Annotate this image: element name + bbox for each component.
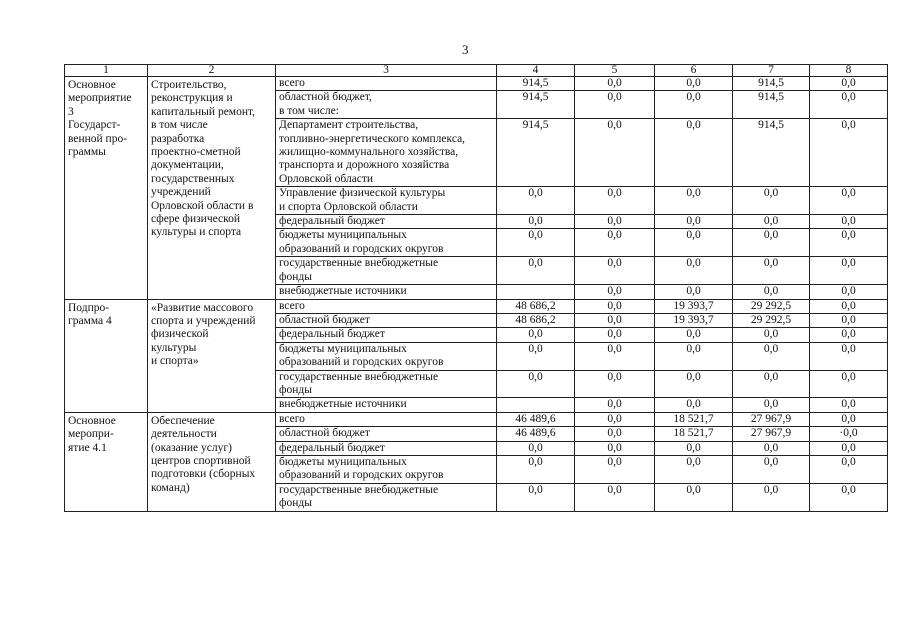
value-cell: 914,5 [733,77,810,91]
funding-source-cell: государственные внебюджетные фонды [276,483,497,511]
funding-source-cell: Департамент строительства, топливно-энергетического комплекса, жилищно-коммунального хозяйства, транспорта и дорожного хозяйства Орловской области [276,119,497,187]
value-cell: 46 489,6 [497,412,575,426]
value-cell: 48 686,2 [497,313,575,327]
value-cell: 0,0 [655,229,733,257]
value-cell: 0,0 [810,119,888,187]
funding-source-cell: государственные внебюджетные фонды [276,370,497,398]
value-cell: 0,0 [810,370,888,398]
funding-source-cell: всего [276,77,497,91]
value-cell: 0,0 [497,342,575,370]
funding-source-cell: Управление физической культуры и спорта Орловской области [276,187,497,215]
value-cell: 0,0 [575,342,655,370]
page-number: 3 [462,42,469,57]
value-cell: ·0,0 [810,427,888,441]
value-cell: 0,0 [733,285,810,299]
value-cell: 46 489,6 [497,427,575,441]
value-cell: 0,0 [497,229,575,257]
value-cell: 0,0 [733,229,810,257]
value-cell: 0,0 [575,299,655,313]
value-cell: 0,0 [733,483,810,511]
value-cell: 914,5 [497,91,575,119]
value-cell: 0,0 [733,215,810,229]
value-cell: 0,0 [575,412,655,426]
value-cell: 0,0 [810,91,888,119]
activity-description-cell: Строительство, реконструкция и капитальный ремонт, в том числе разработка проектно-сметной документации, государственных учреждений Орловской области в сфере физической культуры и спорта [148,77,276,300]
value-cell: 0,0 [575,91,655,119]
funding-source-cell: областной бюджет [276,427,497,441]
value-cell: 0,0 [655,187,733,215]
value-cell: 0,0 [655,342,733,370]
value-cell: 0,0 [575,215,655,229]
value-cell: 0,0 [733,370,810,398]
value-cell: 48 686,2 [497,299,575,313]
value-cell: 0,0 [655,328,733,342]
value-cell: 0,0 [733,398,810,412]
column-number: 6 [655,65,733,77]
value-cell: 914,5 [497,119,575,187]
value-cell: 0,0 [655,257,733,285]
value-cell: 0,0 [810,328,888,342]
value-cell: 27 967,9 [733,412,810,426]
column-number: 1 [65,65,148,77]
value-cell: 0,0 [575,441,655,455]
value-cell: 0,0 [810,441,888,455]
value-cell: 0,0 [655,215,733,229]
value-cell: 0,0 [733,455,810,483]
value-cell: 0,0 [733,441,810,455]
column-number: 5 [575,65,655,77]
column-number: 8 [810,65,888,77]
value-cell: 0,0 [655,77,733,91]
activity-description-cell: Обеспечение деятельности (оказание услуг) центров спортивной подготовки (сборных команд) [148,412,276,511]
value-cell: 0,0 [810,398,888,412]
budget-table-body [65,65,888,512]
value-cell: 0,0 [575,398,655,412]
funding-source-cell: всего [276,412,497,426]
value-cell: 0,0 [655,91,733,119]
value-cell: 0,0 [733,342,810,370]
value-cell: 914,5 [733,119,810,187]
funding-source-cell: областной бюджет, в том числе: [276,91,497,119]
value-cell [497,285,575,299]
value-cell: 0,0 [575,483,655,511]
value-cell: 18 521,7 [655,427,733,441]
value-cell: 0,0 [810,412,888,426]
value-cell: 19 393,7 [655,299,733,313]
value-cell: 0,0 [655,370,733,398]
value-cell: 0,0 [655,285,733,299]
column-number: 3 [276,65,497,77]
activity-name-cell: Основное мероприятие 3 Государст- венной про- граммы [65,77,148,300]
funding-source-cell: бюджеты муниципальных образований и городских округов [276,455,497,483]
column-number: 2 [148,65,276,77]
value-cell: 914,5 [733,91,810,119]
value-cell: 0,0 [655,119,733,187]
value-cell: 0,0 [575,285,655,299]
value-cell: 0,0 [810,285,888,299]
value-cell [497,398,575,412]
value-cell: 0,0 [810,342,888,370]
value-cell: 0,0 [810,229,888,257]
funding-source-cell: федеральный бюджет [276,328,497,342]
value-cell: 0,0 [575,370,655,398]
value-cell: 0,0 [733,187,810,215]
value-cell: 0,0 [497,257,575,285]
value-cell: 0,0 [497,187,575,215]
value-cell: 0,0 [655,398,733,412]
activity-name-cell: Подпро- грамма 4 [65,299,148,412]
funding-source-cell: внебюджетные источники [276,398,497,412]
value-cell: 0,0 [575,427,655,441]
value-cell: 914,5 [497,77,575,91]
value-cell: 0,0 [575,257,655,285]
value-cell: 0,0 [497,441,575,455]
value-cell: 0,0 [810,77,888,91]
column-number-row [65,65,888,77]
value-cell: 0,0 [497,328,575,342]
value-cell: 0,0 [810,299,888,313]
value-cell: 0,0 [810,187,888,215]
value-cell: 0,0 [497,370,575,398]
budget-table [64,64,888,512]
value-cell: 0,0 [810,257,888,285]
value-cell: 29 292,5 [733,299,810,313]
value-cell: 0,0 [575,455,655,483]
value-cell: 0,0 [733,257,810,285]
funding-source-cell: федеральный бюджет [276,441,497,455]
value-cell: 0,0 [497,215,575,229]
value-cell: 0,0 [810,313,888,327]
funding-source-cell: государственные внебюджетные фонды [276,257,497,285]
funding-source-cell: бюджеты муниципальных образований и городских округов [276,342,497,370]
column-number: 4 [497,65,575,77]
value-cell: 29 292,5 [733,313,810,327]
value-cell: 0,0 [810,455,888,483]
value-cell: 0,0 [575,229,655,257]
value-cell: 0,0 [655,483,733,511]
value-cell: 0,0 [575,328,655,342]
funding-source-cell: областной бюджет [276,313,497,327]
activity-description-cell: «Развитие массового спорта и учреждений физической культуры и спорта» [148,299,276,412]
activity-name-cell: Основное меропри- ятие 4.1 [65,412,148,511]
column-number: 7 [733,65,810,77]
value-cell: 18 521,7 [655,412,733,426]
table-row [65,77,888,91]
value-cell: 0,0 [497,483,575,511]
value-cell: 0,0 [575,77,655,91]
value-cell: 0,0 [575,187,655,215]
value-cell: 19 393,7 [655,313,733,327]
value-cell: 27 967,9 [733,427,810,441]
funding-source-cell: бюджеты муниципальных образований и городских округов [276,229,497,257]
funding-source-cell: федеральный бюджет [276,215,497,229]
value-cell: 0,0 [655,455,733,483]
value-cell: 0,0 [810,215,888,229]
funding-source-cell: всего [276,299,497,313]
value-cell: 0,0 [810,483,888,511]
funding-source-cell: внебюджетные источники [276,285,497,299]
value-cell: 0,0 [497,455,575,483]
table-row [65,299,888,313]
value-cell: 0,0 [575,313,655,327]
value-cell: 0,0 [733,328,810,342]
value-cell: 0,0 [655,441,733,455]
value-cell: 0,0 [575,119,655,187]
table-row [65,412,888,426]
